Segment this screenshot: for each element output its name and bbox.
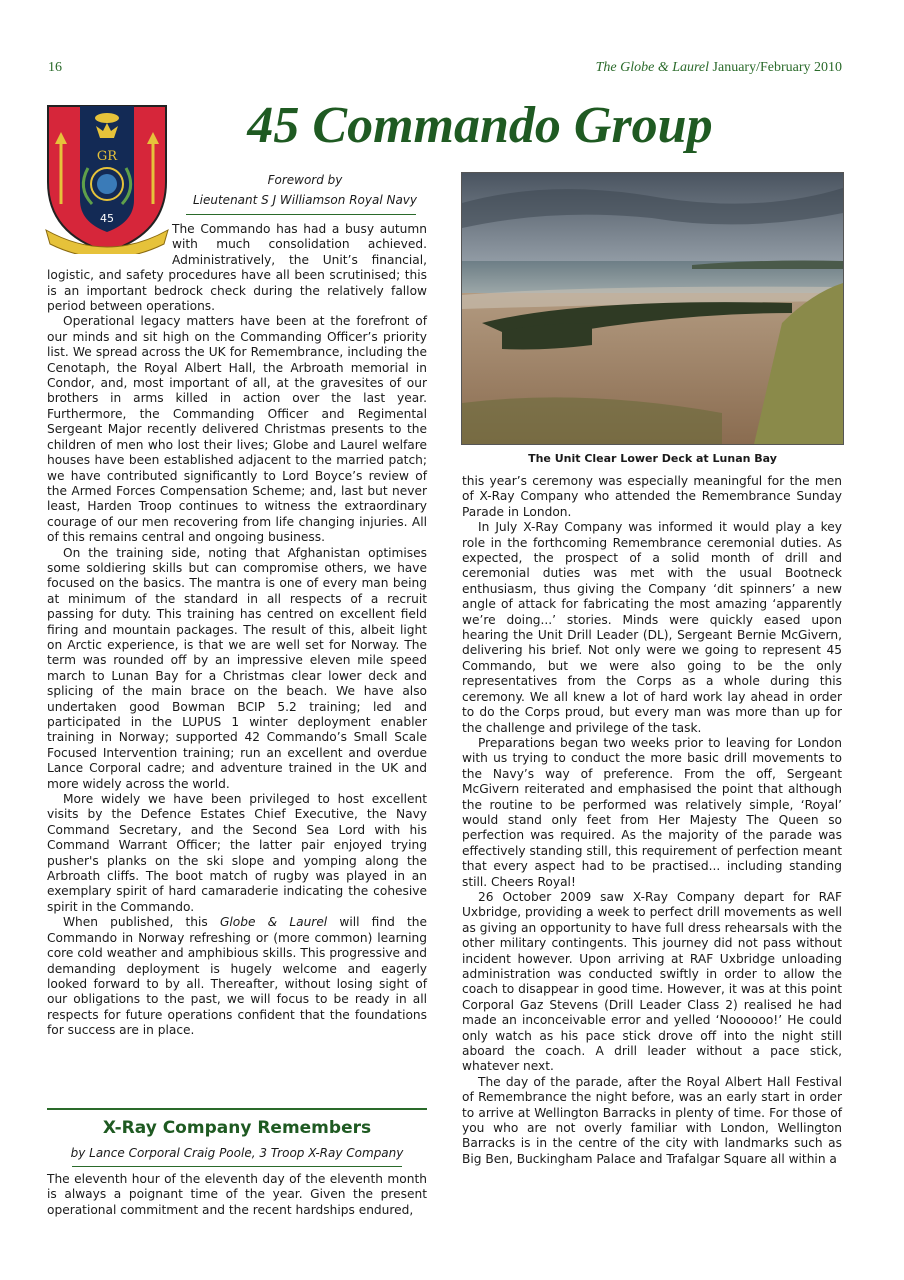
foreword-block bbox=[180, 170, 430, 210]
subarticle-body-right bbox=[462, 474, 842, 1167]
subarticle-body-left bbox=[47, 1172, 427, 1218]
article-title: 45 Commando Group bbox=[247, 97, 713, 154]
running-header bbox=[596, 60, 842, 76]
issue-date: January/February 2010 bbox=[712, 60, 842, 75]
subarticle-byline: by Lance Corporal Craig Poole, 3 Troop X-Ray Company bbox=[70, 1146, 404, 1160]
article-paragraph: Preparations began two weeks prior to leaving for London with us trying to conduct the more basic drill movements to the Navy’s way of preference. From the off, Sergeant McGivern reiterated and emphasised the point that although the routine to be performed was relatively simple, ‘Royal’ would stand only feet from Her Majesty The Queen so perfection was required. As the majority of the parade was effectively standing still, this requirement of perfection meant that every aspect had to be practised... including standing still. Cheers Royal! bbox=[462, 735, 842, 889]
section-divider bbox=[47, 1108, 427, 1110]
article-paragraph: When published, this Globe & Laurel will find the Commando in Norway refreshing or (more common) learning core cold weather and amphibious skills. This progressive and demanding deployment is hugely welcome and eagerly looked forward to by all. Thereafter, without losing sight of our obligations to the past, we will focus to be ready in all respects for future operations confident that the foundations for success are in place. bbox=[47, 915, 428, 1038]
article-paragraph: Operational legacy matters have been at the forefront of our minds and sit high on the Commanding Officer’s priority list. We spread across the UK for Remembrance, including the Cenotaph, the Royal Albert Hall, the Arbroath memorial in Condor, and, most important of all, at the gravesites of our brothers in arms killed in action over the last year. Furthermore, the Commanding Officer and Regimental Sergeant Major recently delivered Christmas presents to the children of men who lost their lives; Globe and Laurel welfare houses have been established adjacent to the married patch; we have contributed significantly to Lord Boyce’s review of the Armed Forces Compensation Scheme; and, last but never least, Harden Troop continues to witness the extraordinary courage of our men recovering from life changing injuries. All of this remains central and ongoing business. bbox=[47, 314, 427, 545]
article-paragraph: In July X-Ray Company was informed it would play a key role in the forthcoming Remembrance ceremonial duties. As expected, the prospect of a solid month of drill and ceremonial duties was met with the usual Bootneck enthusiasm, thus giving the Company ‘dit spinners’ a new angle of attack for fabricating the most amazing ‘apparently we’re doing...’ stories. Minds were quickly eased upon hearing the Unit Drill Leader (DL), Sergeant Bernie McGivern, delivering his brief. Not only were we going to represent 45 Commando, but we were also going to be the only representatives from the Corps as a whole during this ceremony. We all knew a lot of hard work lay ahead in order to do the Corps proud, but every man was more than up for the challenge and privilege of the task. bbox=[462, 520, 842, 735]
foreword-divider bbox=[186, 214, 416, 215]
foreword-label: Foreword by bbox=[267, 173, 343, 187]
byline-divider bbox=[72, 1166, 402, 1167]
article-paragraph: The Commando has had a busy autumn with much consolidation achieved. Administratively, the Unit’s financial, logistic, and safety procedures have all been scrutinised; this is an important bedrock check during the relatively fallow period between operations. bbox=[47, 222, 427, 314]
foreword-author: Lieutenant S J Williamson Royal Navy bbox=[192, 193, 418, 207]
article-paragraph: The day of the parade, after the Royal Albert Hall Festival of Remembrance the night before, was an early start in order to arrive at Wellington Barracks in plenty of time. For those of you who are not overly familiar with London, Wellington Barracks is in the centre of the city with landmarks such as Big Ben, Buckingham Palace and Trafalgar Square all within a bbox=[462, 1074, 842, 1166]
publication-title-italic: Globe & Laurel bbox=[219, 915, 328, 930]
article-paragraph: On the training side, noting that Afghanistan optimises some soldiering skills but can compromise others, we have focused on the basics. The mantra is one of every man being at minimum of the standard in all respects of a recruit passing for duty. This training has centred on excellent field firing and mountain packages. The result of this, albeit light on Arctic experience, is that we are well set for Norway. The term was rounded off by an impressive eleven mile speed march to Lunan Bay for a Christmas clear lower deck and splicing of the main brace on the beach. We have also undertaken good Bowman BCIP 5.2 training; led and participated in the LUPUS 1 winter deployment enabler training in Norway; supported 42 Commando’s Small Scale Focused Intervention training; run an excellent and overdue Lance Corporal cadre; and adventure trained in the UK and more widely across the world. bbox=[47, 545, 427, 791]
article-paragraph: 26 October 2009 saw X-Ray Company depart for RAF Uxbridge, providing a week to perfect drill movements as well as giving an opportunity to have full dress rehearsals with the other military contingents. This journey did not pass without incident however. Upon arriving at RAF Uxbridge unloading administration was conducted swiftly in order to allow the coach to disappear in good time. However, it was at this point Corporal Gaz Stevens (Drill Leader Class 2) realised he had made an inconceivable error and yelled ‘Noooooo!’ He could only watch as his pace stick drove off into the night still aboard the coach. A drill leader without a pace stick, whatever next. bbox=[462, 889, 842, 1074]
page-number: 16 bbox=[48, 60, 62, 75]
svg-text:GR: GR bbox=[96, 149, 118, 164]
article-body-left bbox=[47, 222, 427, 1039]
article-paragraph: More widely we have been privileged to host excellent visits by the Defence Estates Chief Executive, the Navy Command Secretary, and the Second Sea Lord with his Command Warrant Officer; the latter pair enjoyed trying pusher's planks on the ski slope and yomping along the Arbroath cliffs. The boot match of rugby was played in an exemplary spirit of hard camaraderie indicating the cohesive spirit in the Commando. bbox=[47, 792, 427, 914]
article-paragraph: The eleventh hour of the eleventh day of the eleventh month is always a poignant time of the year. Given the present operational commitment and the recent hardships endured, bbox=[47, 1172, 427, 1217]
lunan-bay-photo bbox=[461, 172, 844, 445]
svg-text:45: 45 bbox=[100, 212, 114, 225]
photo-caption: The Unit Clear Lower Deck at Lunan Bay bbox=[528, 452, 777, 465]
publication-name: The Globe & Laurel bbox=[595, 60, 710, 75]
subarticle-title: X-Ray Company Remembers bbox=[102, 1118, 372, 1138]
article-paragraph: this year’s ceremony was especially meaningful for the men of X-Ray Company who attended the Remembrance Sunday Parade in London. bbox=[462, 474, 842, 519]
